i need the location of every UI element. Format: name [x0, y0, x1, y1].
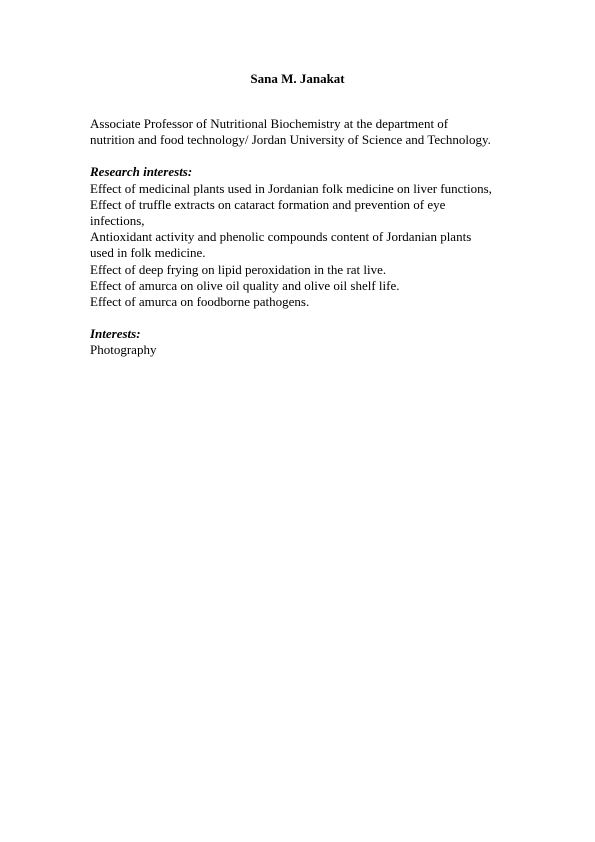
research-interest-item: Effect of medicinal plants used in Jordanian folk medicine on liver functions, — [90, 180, 492, 196]
document-body — [90, 116, 495, 359]
interests-list — [90, 342, 495, 358]
research-interests-list — [90, 181, 495, 311]
research-interests-heading: Research interests: — [90, 164, 193, 180]
interest-item: Photography — [90, 342, 157, 358]
research-interest-item: Effect of amurca on foodborne pathogens. — [90, 294, 310, 310]
paragraph-spacer — [90, 310, 495, 326]
research-interest-item: Effect of amurca on olive oil quality and olive oil shelf life. — [90, 277, 400, 293]
intro-paragraph: Associate Professor of Nutritional Biochemistry at the department of nutrition and food technology/ Jordan University of Science and Technology. — [90, 116, 491, 148]
research-interest-item: Antioxidant activity and phenolic compounds content of Jordanian plants used in folk medicine. — [90, 229, 472, 261]
research-interest-item: Effect of truffle extracts on cataract formation and prevention of eye infections, — [90, 196, 446, 229]
research-interest-item: Effect of deep frying on lipid peroxidation in the rat live. — [90, 261, 387, 277]
paragraph-spacer — [90, 148, 495, 164]
interests-heading: Interests: — [90, 326, 141, 342]
document-title: Sana M. Janakat — [250, 71, 345, 86]
